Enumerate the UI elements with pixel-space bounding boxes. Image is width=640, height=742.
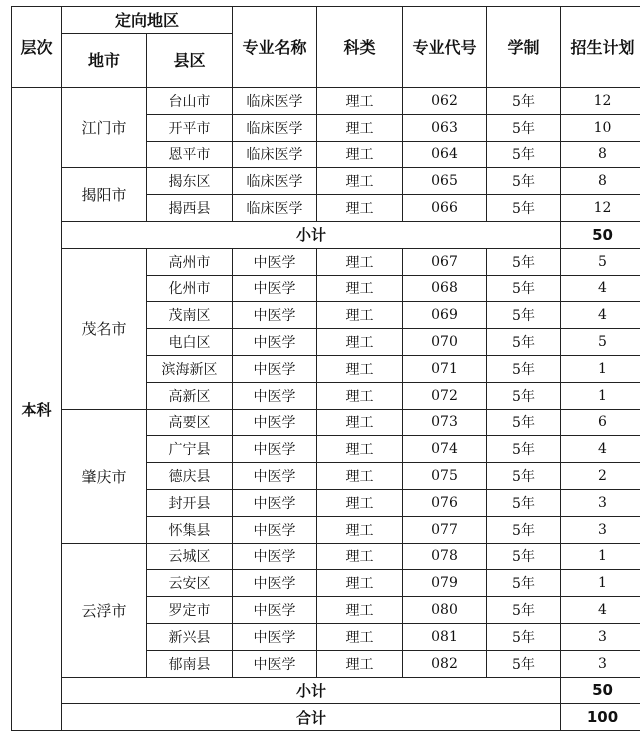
duration-cell: 5年 xyxy=(487,329,561,356)
code-cell: 064 xyxy=(403,141,487,168)
level-cell: 本科 xyxy=(12,88,62,731)
county-cell: 开平市 xyxy=(147,114,233,141)
major-cell: 临床医学 xyxy=(233,88,317,115)
code-cell: 065 xyxy=(403,168,487,195)
code-cell: 067 xyxy=(403,248,487,275)
major-cell: 中医学 xyxy=(233,570,317,597)
city-cell-jieyang: 揭阳市 xyxy=(62,168,147,222)
code-cell: 082 xyxy=(403,650,487,677)
duration-cell: 5年 xyxy=(487,623,561,650)
subtotal-row xyxy=(12,677,640,704)
subject-cell: 理工 xyxy=(317,168,403,195)
code-cell: 066 xyxy=(403,195,487,222)
quota-cell: 3 xyxy=(561,650,640,677)
quota-cell: 4 xyxy=(561,597,640,624)
total-value: 100 xyxy=(561,704,640,731)
quota-cell: 8 xyxy=(561,141,640,168)
quota-cell: 4 xyxy=(561,275,640,302)
county-cell: 广宁县 xyxy=(147,436,233,463)
subject-cell: 理工 xyxy=(317,436,403,463)
quota-cell: 3 xyxy=(561,623,640,650)
duration-cell: 5年 xyxy=(487,114,561,141)
code-cell: 079 xyxy=(403,570,487,597)
major-cell: 中医学 xyxy=(233,248,317,275)
major-cell: 中医学 xyxy=(233,489,317,516)
major-cell: 中医学 xyxy=(233,355,317,382)
code-cell: 070 xyxy=(403,329,487,356)
major-cell: 中医学 xyxy=(233,463,317,490)
duration-cell: 5年 xyxy=(487,275,561,302)
major-cell: 中医学 xyxy=(233,409,317,436)
duration-cell: 5年 xyxy=(487,650,561,677)
duration-cell: 5年 xyxy=(487,489,561,516)
major-cell: 中医学 xyxy=(233,543,317,570)
table-row xyxy=(12,543,640,570)
header-county: 县区 xyxy=(147,34,233,88)
major-cell: 中医学 xyxy=(233,650,317,677)
code-cell: 063 xyxy=(403,114,487,141)
code-cell: 073 xyxy=(403,409,487,436)
county-cell: 云安区 xyxy=(147,570,233,597)
county-cell: 新兴县 xyxy=(147,623,233,650)
city-cell-yunfu: 云浮市 xyxy=(62,543,147,677)
subject-cell: 理工 xyxy=(317,382,403,409)
header-duration: 学制 xyxy=(487,7,561,88)
quota-cell: 10 xyxy=(561,114,640,141)
duration-cell: 5年 xyxy=(487,409,561,436)
duration-cell: 5年 xyxy=(487,436,561,463)
quota-cell: 5 xyxy=(561,248,640,275)
quota-cell: 6 xyxy=(561,409,640,436)
county-cell: 电白区 xyxy=(147,329,233,356)
code-cell: 074 xyxy=(403,436,487,463)
enrollment-plan-table xyxy=(11,6,640,731)
subject-cell: 理工 xyxy=(317,355,403,382)
subject-cell: 理工 xyxy=(317,329,403,356)
duration-cell: 5年 xyxy=(487,570,561,597)
header-quota: 招生计划 xyxy=(561,7,640,88)
subject-cell: 理工 xyxy=(317,141,403,168)
duration-cell: 5年 xyxy=(487,88,561,115)
table-row xyxy=(12,88,640,115)
major-cell: 中医学 xyxy=(233,597,317,624)
code-cell: 076 xyxy=(403,489,487,516)
quota-cell: 2 xyxy=(561,463,640,490)
quota-cell: 4 xyxy=(561,302,640,329)
duration-cell: 5年 xyxy=(487,355,561,382)
major-cell: 中医学 xyxy=(233,329,317,356)
major-cell: 临床医学 xyxy=(233,141,317,168)
quota-cell: 4 xyxy=(561,436,640,463)
county-cell: 台山市 xyxy=(147,88,233,115)
duration-cell: 5年 xyxy=(487,195,561,222)
code-cell: 062 xyxy=(403,88,487,115)
county-cell: 揭西县 xyxy=(147,195,233,222)
header-subject: 科类 xyxy=(317,7,403,88)
header-region-group: 定向地区 xyxy=(62,7,233,34)
county-cell: 化州市 xyxy=(147,275,233,302)
major-cell: 中医学 xyxy=(233,516,317,543)
county-cell: 恩平市 xyxy=(147,141,233,168)
quota-cell: 1 xyxy=(561,570,640,597)
table-row xyxy=(12,409,640,436)
code-cell: 069 xyxy=(403,302,487,329)
subject-cell: 理工 xyxy=(317,275,403,302)
major-cell: 中医学 xyxy=(233,382,317,409)
city-cell-maoming: 茂名市 xyxy=(62,248,147,409)
county-cell: 高要区 xyxy=(147,409,233,436)
subject-cell: 理工 xyxy=(317,463,403,490)
duration-cell: 5年 xyxy=(487,463,561,490)
code-cell: 075 xyxy=(403,463,487,490)
subject-cell: 理工 xyxy=(317,570,403,597)
county-cell: 罗定市 xyxy=(147,597,233,624)
county-cell: 高新区 xyxy=(147,382,233,409)
major-cell: 临床医学 xyxy=(233,168,317,195)
subtotal-value: 50 xyxy=(561,677,640,704)
duration-cell: 5年 xyxy=(487,516,561,543)
duration-cell: 5年 xyxy=(487,543,561,570)
city-cell-zhaoqing: 肇庆市 xyxy=(62,409,147,543)
county-cell: 茂南区 xyxy=(147,302,233,329)
major-cell: 中医学 xyxy=(233,436,317,463)
code-cell: 078 xyxy=(403,543,487,570)
code-cell: 080 xyxy=(403,597,487,624)
duration-cell: 5年 xyxy=(487,597,561,624)
county-cell: 德庆县 xyxy=(147,463,233,490)
code-cell: 068 xyxy=(403,275,487,302)
major-cell: 临床医学 xyxy=(233,195,317,222)
quota-cell: 8 xyxy=(561,168,640,195)
subtotal-label: 小计 xyxy=(62,221,561,248)
county-cell: 云城区 xyxy=(147,543,233,570)
subject-cell: 理工 xyxy=(317,597,403,624)
subject-cell: 理工 xyxy=(317,623,403,650)
subject-cell: 理工 xyxy=(317,195,403,222)
county-cell: 揭东区 xyxy=(147,168,233,195)
header-major: 专业名称 xyxy=(233,7,317,88)
subject-cell: 理工 xyxy=(317,302,403,329)
subject-cell: 理工 xyxy=(317,543,403,570)
subject-cell: 理工 xyxy=(317,516,403,543)
county-cell: 郁南县 xyxy=(147,650,233,677)
subtotal-row xyxy=(12,221,640,248)
subtotal-value: 50 xyxy=(561,221,640,248)
duration-cell: 5年 xyxy=(487,302,561,329)
quota-cell: 5 xyxy=(561,329,640,356)
major-cell: 中医学 xyxy=(233,275,317,302)
subject-cell: 理工 xyxy=(317,114,403,141)
subtotal-label: 小计 xyxy=(62,677,561,704)
duration-cell: 5年 xyxy=(487,248,561,275)
duration-cell: 5年 xyxy=(487,168,561,195)
quota-cell: 1 xyxy=(561,355,640,382)
quota-cell: 1 xyxy=(561,382,640,409)
code-cell: 072 xyxy=(403,382,487,409)
quota-cell: 12 xyxy=(561,195,640,222)
header-level: 层次 xyxy=(12,7,62,88)
total-row xyxy=(12,704,640,731)
major-cell: 临床医学 xyxy=(233,114,317,141)
header-code: 专业代号 xyxy=(403,7,487,88)
total-label: 合计 xyxy=(62,704,561,731)
subject-cell: 理工 xyxy=(317,409,403,436)
duration-cell: 5年 xyxy=(487,382,561,409)
quota-cell: 3 xyxy=(561,516,640,543)
quota-cell: 1 xyxy=(561,543,640,570)
major-cell: 中医学 xyxy=(233,302,317,329)
subject-cell: 理工 xyxy=(317,489,403,516)
subject-cell: 理工 xyxy=(317,248,403,275)
quota-cell: 3 xyxy=(561,489,640,516)
subject-cell: 理工 xyxy=(317,88,403,115)
county-cell: 怀集县 xyxy=(147,516,233,543)
code-cell: 081 xyxy=(403,623,487,650)
major-cell: 中医学 xyxy=(233,623,317,650)
code-cell: 071 xyxy=(403,355,487,382)
table-row xyxy=(12,248,640,275)
duration-cell: 5年 xyxy=(487,141,561,168)
county-cell: 封开县 xyxy=(147,489,233,516)
city-cell-jiangmen: 江门市 xyxy=(62,88,147,168)
header-city: 地市 xyxy=(62,34,147,88)
table-row xyxy=(12,168,640,195)
code-cell: 077 xyxy=(403,516,487,543)
county-cell: 滨海新区 xyxy=(147,355,233,382)
quota-cell: 12 xyxy=(561,88,640,115)
subject-cell: 理工 xyxy=(317,650,403,677)
county-cell: 高州市 xyxy=(147,248,233,275)
